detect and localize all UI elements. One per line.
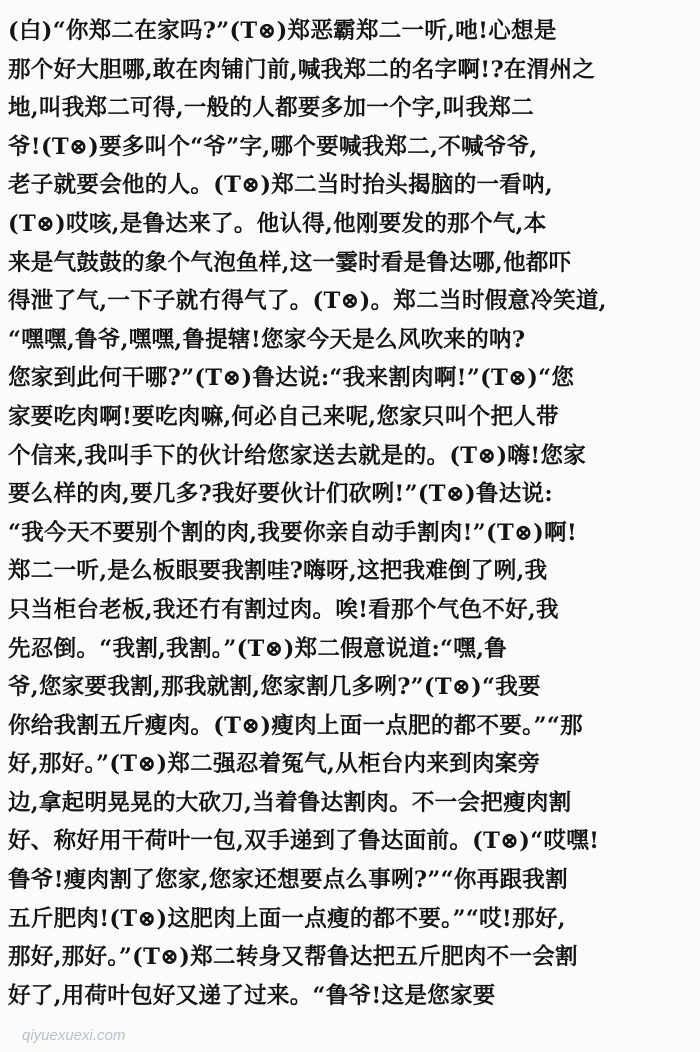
text-line: 得泄了气,一下子就冇得气了。(T⊗)。郑二当时假意冷笑道, bbox=[8, 288, 607, 315]
text-line: 只当柜台老板,我还冇有割过肉。唉!看那个气色不好,我 bbox=[8, 596, 559, 623]
text-line: 来是气鼓鼓的象个气泡鱼样,这一霎时看是鲁达哪,他都吓 bbox=[8, 249, 572, 276]
text-line: 好了,用荷叶包好又递了过来。“鲁爷!这是您家要 bbox=[8, 982, 496, 1009]
text-line: 那好,那好。”(T⊗)郑二转身又帮鲁达把五斤肥肉不一会割 bbox=[8, 944, 578, 971]
text-line: 那个好大胆哪,敢在肉铺门前,喊我郑二的名字啊!?在渭州之 bbox=[8, 56, 596, 83]
story-text bbox=[8, 12, 700, 1015]
text-line: 爷,您家要我割,那我就割,您家割几多咧?”(T⊗)“我要 bbox=[8, 674, 541, 701]
watermark: qiyuexuexi.com bbox=[22, 1027, 126, 1044]
text-line: “我今天不要别个割的肉,我要你亲自动手割肉!”(T⊗)啊! bbox=[8, 519, 578, 546]
text-line: 鲁爷!瘦肉割了您家,您家还想要点么事咧?”“你再跟我割 bbox=[8, 867, 568, 894]
text-line: 要么样的肉,要几多?我好要伙计们砍咧!”(T⊗)鲁达说: bbox=[8, 481, 553, 508]
text-line: 地,叫我郑二可得,一般的人都要多加一个字,叫我郑二 bbox=[8, 95, 535, 122]
text-line: (白)“你郑二在家吗?”(T⊗)郑恶霸郑二一听,吔!心想是 bbox=[8, 18, 557, 44]
text-line: 家要吃肉啊!要吃肉嘛,何必自己来呢,您家只叫个把人带 bbox=[8, 403, 559, 430]
text-line: (T⊗)哎咳,是鲁达来了。他认得,他刚要发的那个气,本 bbox=[8, 210, 547, 237]
text-line: 边,拿起明晃晃的大砍刀,当着鲁达割肉。不一会把瘦肉割 bbox=[8, 789, 572, 816]
text-line: 五斤肥肉!(T⊗)这肥肉上面一点瘦的都不要。”“哎!那好, bbox=[8, 905, 566, 932]
text-line: 个信来,我叫手下的伙计给您家送去就是的。(T⊗)嗨!您家 bbox=[8, 442, 586, 469]
text-line: “嘿嘿,鲁爷,嘿嘿,鲁提辖!您家今天是么风吹来的呐? bbox=[8, 326, 526, 353]
text-line: 老子就要会他的人。(T⊗)郑二当时抬头揭脑的一看呐, bbox=[8, 172, 554, 199]
text-line: 你给我割五斤瘦肉。(T⊗)瘦肉上面一点肥的都不要。”“那 bbox=[8, 712, 583, 739]
text-line: 好、称好用干荷叶一包,双手递到了鲁达面前。(T⊗)“哎嘿! bbox=[8, 828, 600, 855]
text-line: 爷!(T⊗)要多叫个“爷”字,哪个要喊我郑二,不喊爷爷, bbox=[8, 133, 538, 160]
text-line: 先忍倒。“我割,我割。”(T⊗)郑二假意说道:“嘿,鲁 bbox=[8, 635, 508, 662]
text-line: 您家到此何干哪?”(T⊗)鲁达说:“我来割肉啊!”(T⊗)“您 bbox=[8, 365, 575, 392]
text-line: 郑二一听,是么板眼要我割哇?嗨呀,这把我难倒了咧,我 bbox=[8, 558, 548, 585]
text-line: 好,那好。”(T⊗)郑二强忍着冤气,从柜台内来到肉案旁 bbox=[8, 751, 541, 778]
